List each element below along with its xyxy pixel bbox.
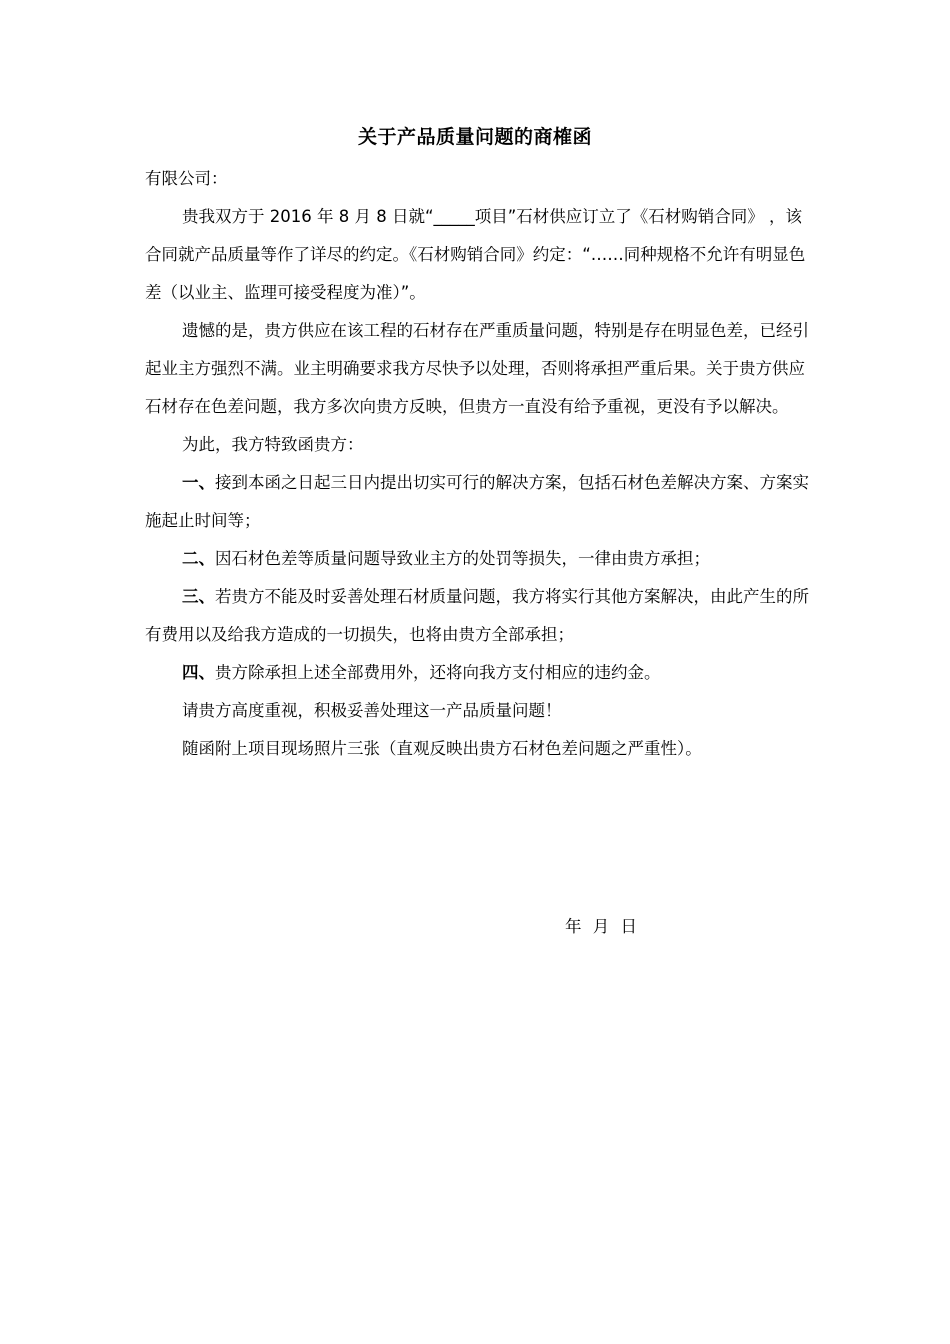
demand-item-1 (145, 464, 810, 540)
demand-item-4 (145, 654, 810, 692)
demand-item-label: 四、 (182, 663, 215, 682)
date-line: 年 月 日 (565, 917, 637, 936)
demand-item-3 (145, 578, 810, 654)
closing-attachment-note: 随函附上项目现场照片三张（直观反映出贵方石材色差问题之严重性）。 (182, 739, 702, 758)
demand-item-text: 贵方除承担上述全部费用外，还将向我方支付相应的违约金。 (215, 663, 661, 682)
letter-body (145, 160, 810, 768)
demand-item-text: 因石材色差等质量问题导致业主方的处罚等损失，一律由贵方承担； (215, 549, 710, 568)
demand-item-text: 若贵方不能及时妥善处理石材质量问题，我方将实行其他方案解决，由此产生的所有费用以及给我方造成的一切损失，也将由贵方全部承担； (145, 587, 809, 644)
paragraph-contract: 贵我双方于 2016 年 8 月 8 日就“_____项目”石材供应订立了《石材购销合同》 ，该合同就产品质量等作了详尽的约定。《石材购销合同》约定：“……同种规格不允许有明显色差（以业主、监理可接受程度为准）”。 (145, 207, 806, 302)
paragraph-notice: 为此，我方特致函贵方： (182, 435, 364, 454)
paragraph-quality-problem: 遗憾的是，贵方供应在该工程的石材存在严重质量问题，特别是存在明显色差，已经引起业主方强烈不满。业主明确要求我方尽快予以处理，否则将承担严重后果。关于贵方供应石材存在色差问题，我方多次向贵方反映，但贵方一直没有给予重视，更没有予以解决。 (145, 321, 809, 416)
demand-item-text: 接到本函之日起三日内提出切实可行的解决方案，包括石材色差解决方案、方案实施起止时间等； (145, 473, 809, 530)
demand-item-label: 三、 (182, 587, 215, 606)
salutation: 有限公司： (145, 169, 228, 188)
closing-request: 请贵方高度重视，积极妥善处理这一产品质量问题！ (182, 701, 562, 720)
demand-item-2 (145, 540, 810, 578)
document-title: 关于产品质量问题的商榷函 (357, 126, 592, 148)
demand-item-label: 一、 (182, 473, 215, 492)
demand-item-label: 二、 (182, 549, 215, 568)
